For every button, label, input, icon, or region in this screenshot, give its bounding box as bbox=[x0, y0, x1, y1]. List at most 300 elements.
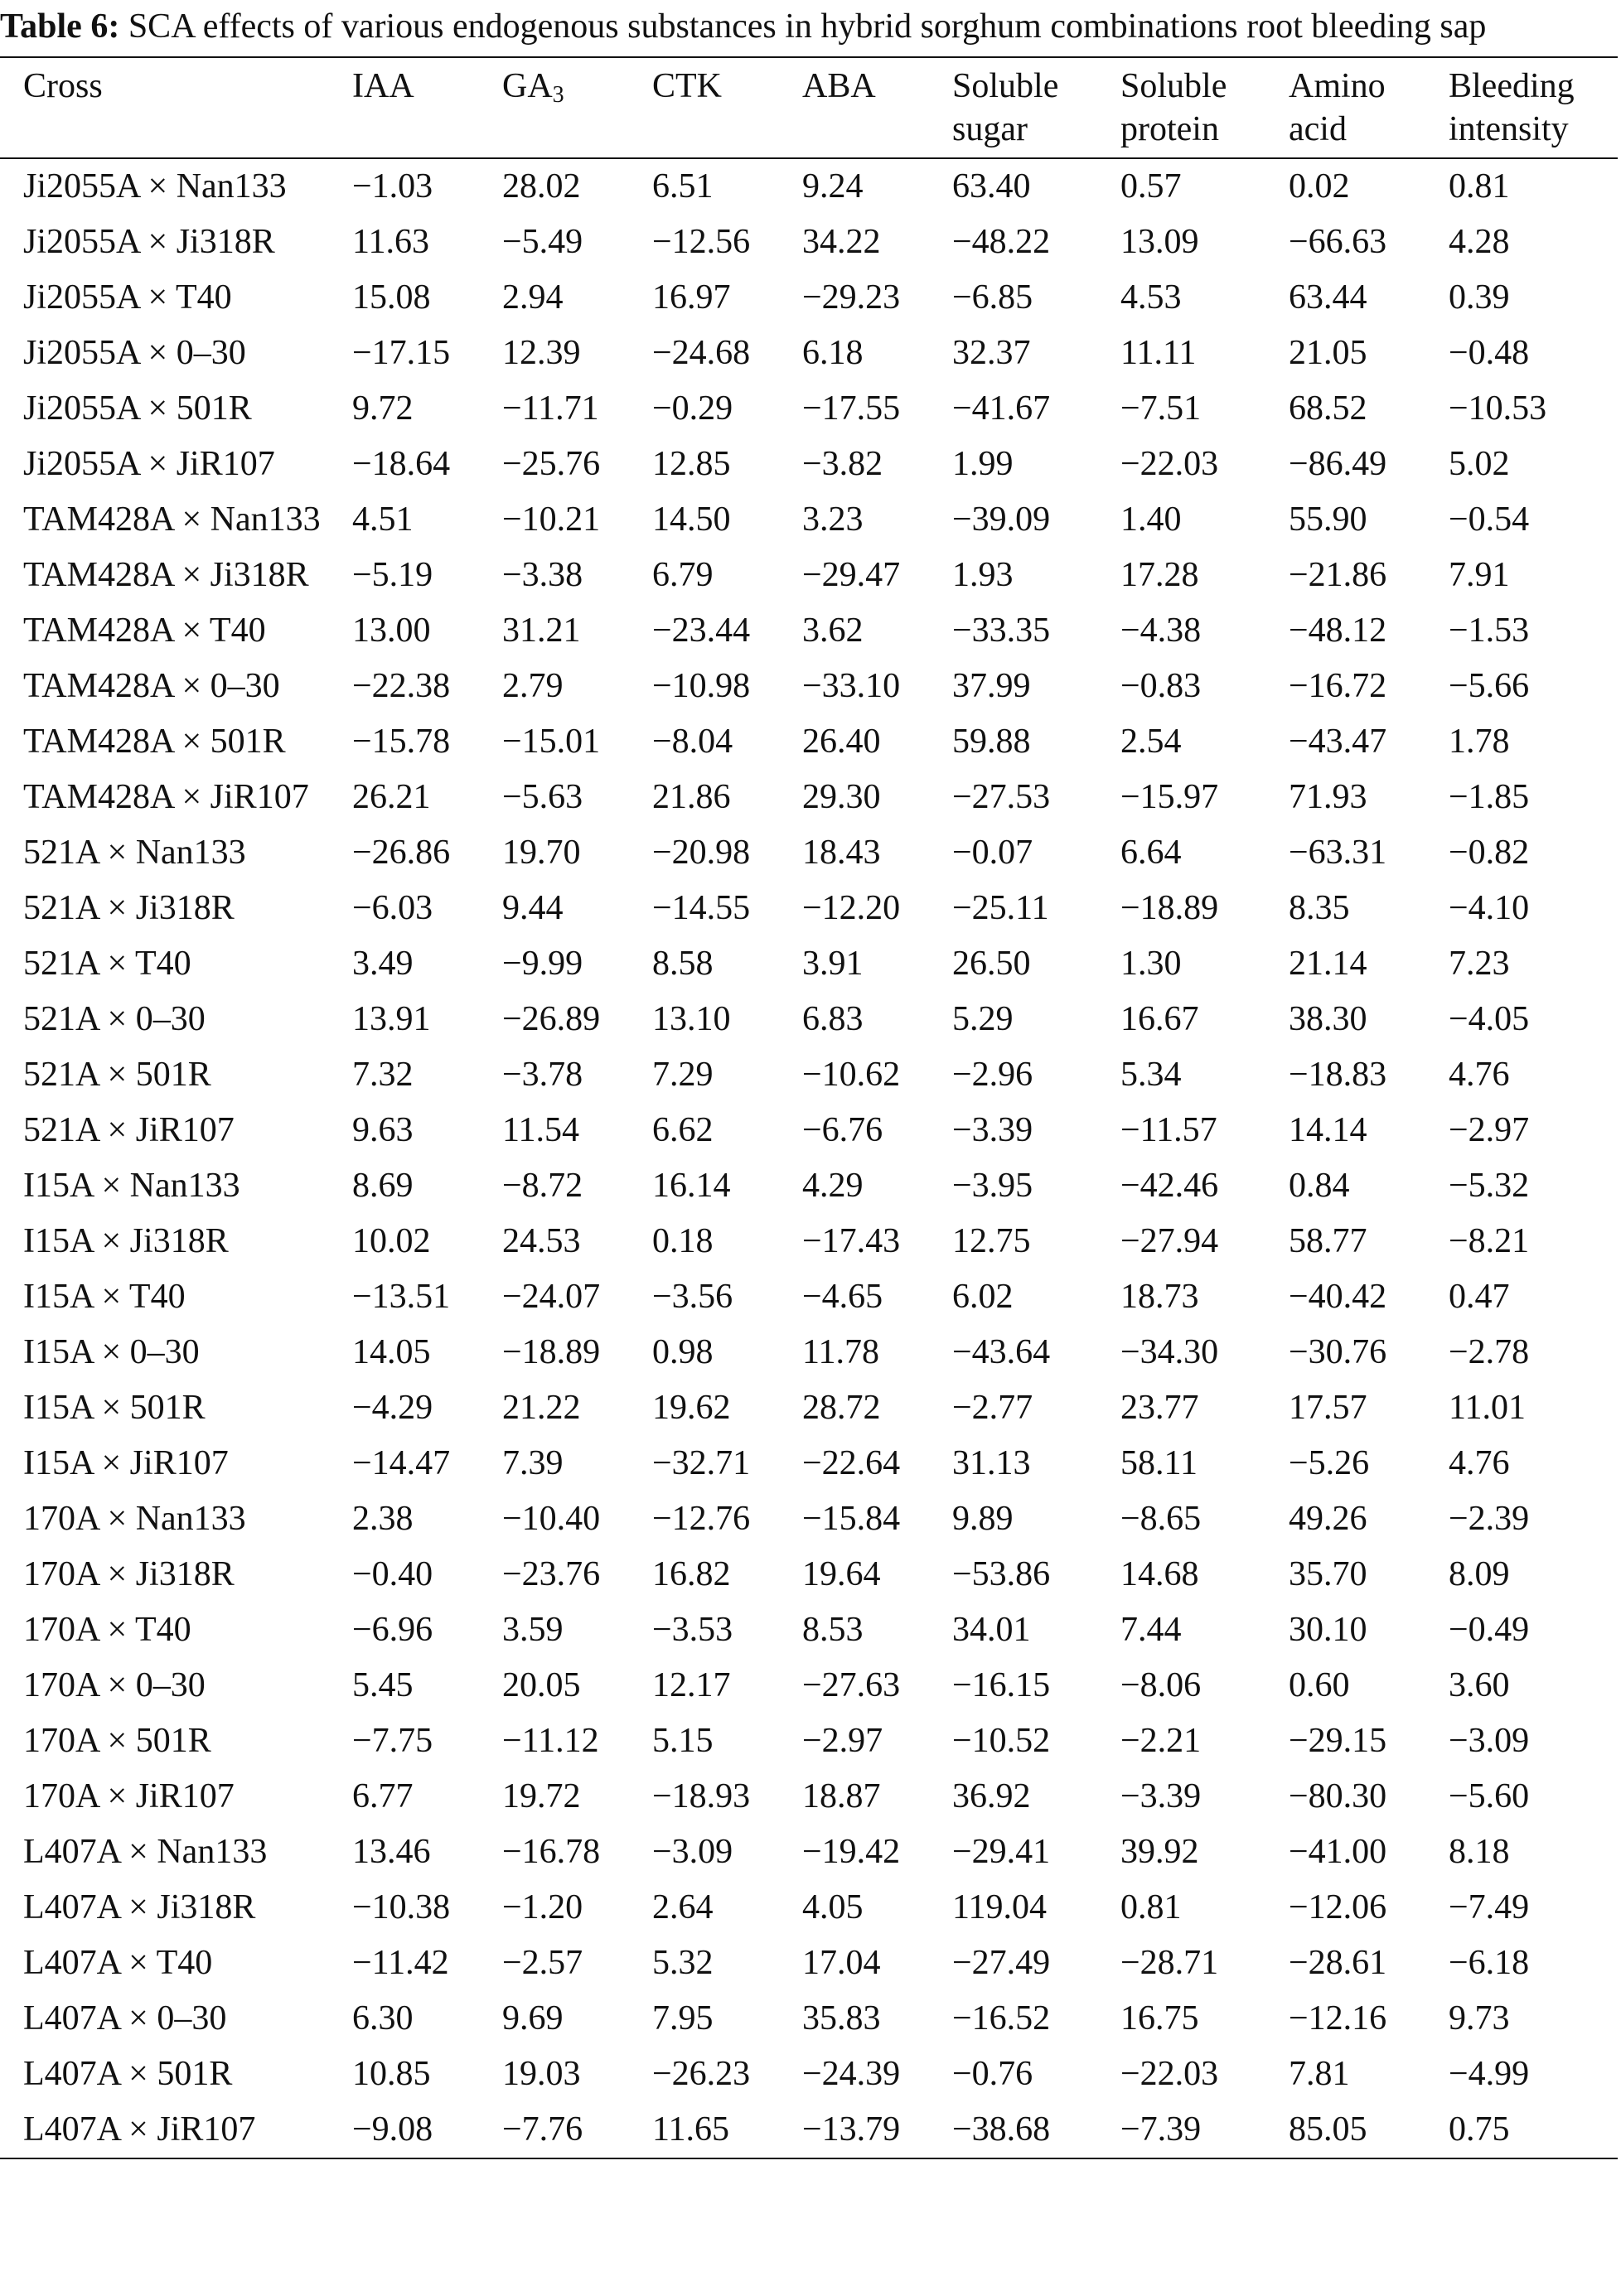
cell-soluble-protein: 11.11 bbox=[1120, 334, 1197, 372]
cell-cross: 521A × 0–30 bbox=[23, 1000, 206, 1038]
cell-cross: Ji2055A × JiR107 bbox=[23, 445, 275, 483]
cell-ga3: −23.76 bbox=[502, 1555, 601, 1593]
cell-amino-acid: 35.70 bbox=[1289, 1555, 1367, 1593]
header-iaa-label: IAA bbox=[352, 67, 414, 105]
cell-cross: I15A × 501R bbox=[23, 1389, 206, 1427]
cell-cross: 521A × JiR107 bbox=[23, 1111, 235, 1149]
cell-ga3: 20.05 bbox=[502, 1666, 581, 1704]
cell-soluble-protein: −22.03 bbox=[1120, 445, 1219, 483]
cell-amino-acid: 55.90 bbox=[1289, 500, 1367, 539]
cell-amino-acid: 0.02 bbox=[1289, 167, 1350, 205]
cell-iaa: 13.91 bbox=[352, 1000, 431, 1038]
cell-aba: −22.64 bbox=[802, 1444, 901, 1482]
cell-ctk: −3.56 bbox=[652, 1278, 733, 1316]
cell-cross: TAM428A × Nan133 bbox=[23, 500, 321, 539]
cell-aba: 8.53 bbox=[802, 1611, 864, 1649]
cell-amino-acid: 14.14 bbox=[1289, 1111, 1367, 1149]
cell-amino-acid: −86.49 bbox=[1289, 445, 1387, 483]
cell-bleeding-intensity: −1.53 bbox=[1449, 611, 1530, 650]
cell-soluble-sugar: 119.04 bbox=[952, 1888, 1047, 1926]
cell-cross: TAM428A × 0–30 bbox=[23, 667, 280, 705]
header-amino-acid-line1: Amino bbox=[1289, 67, 1386, 105]
cell-bleeding-intensity: 3.60 bbox=[1449, 1666, 1510, 1704]
table-row bbox=[0, 1103, 1618, 1158]
table-row bbox=[0, 825, 1618, 881]
cell-ctk: 7.29 bbox=[652, 1056, 714, 1094]
cell-ga3: 2.79 bbox=[502, 667, 564, 705]
cell-cross: I15A × 0–30 bbox=[23, 1333, 200, 1371]
cell-iaa: 4.51 bbox=[352, 500, 414, 539]
cell-cross: I15A × JiR107 bbox=[23, 1444, 229, 1482]
header-ctk bbox=[629, 57, 779, 158]
cell-soluble-sugar: −16.15 bbox=[952, 1666, 1051, 1704]
cell-amino-acid: −66.63 bbox=[1289, 223, 1387, 261]
table-header bbox=[0, 57, 1618, 158]
cell-cross: I15A × Nan133 bbox=[23, 1167, 240, 1205]
cell-amino-acid: −30.76 bbox=[1289, 1333, 1387, 1371]
cell-bleeding-intensity: −4.10 bbox=[1449, 889, 1530, 927]
header-bleeding-intensity bbox=[1425, 57, 1618, 158]
cell-cross: TAM428A × T40 bbox=[23, 611, 266, 650]
table-row bbox=[0, 1269, 1618, 1325]
header-ctk-label: CTK bbox=[652, 67, 722, 105]
cell-soluble-sugar: −39.09 bbox=[952, 500, 1051, 539]
cell-aba: 3.23 bbox=[802, 500, 864, 539]
cell-bleeding-intensity: 7.91 bbox=[1449, 556, 1510, 594]
cell-ga3: −24.07 bbox=[502, 1278, 601, 1316]
cell-ctk: −32.71 bbox=[652, 1444, 751, 1482]
table-row bbox=[0, 1880, 1618, 1936]
header-soluble-protein bbox=[1097, 57, 1265, 158]
cell-bleeding-intensity: 8.09 bbox=[1449, 1555, 1510, 1593]
table-row bbox=[0, 492, 1618, 548]
cell-ga3: 9.69 bbox=[502, 1999, 564, 2037]
table-caption-label: Table 6: bbox=[0, 7, 120, 46]
cell-bleeding-intensity: 0.81 bbox=[1449, 167, 1510, 205]
cell-ctk: 16.14 bbox=[652, 1167, 731, 1205]
cell-ctk: −12.76 bbox=[652, 1500, 751, 1538]
cell-aba: −27.63 bbox=[802, 1666, 901, 1704]
cell-aba: 4.05 bbox=[802, 1888, 864, 1926]
cell-ctk: 0.18 bbox=[652, 1222, 714, 1260]
cell-ga3: 12.39 bbox=[502, 334, 581, 372]
cell-ga3: 24.53 bbox=[502, 1222, 581, 1260]
cell-soluble-protein: −34.30 bbox=[1120, 1333, 1219, 1371]
cell-soluble-sugar: 31.13 bbox=[952, 1444, 1031, 1482]
table-row bbox=[0, 881, 1618, 936]
cell-ga3: −3.78 bbox=[502, 1056, 583, 1094]
cell-aba: 11.78 bbox=[802, 1333, 879, 1371]
cell-amino-acid: 0.84 bbox=[1289, 1167, 1350, 1205]
header-iaa bbox=[329, 57, 479, 158]
cell-soluble-protein: 18.73 bbox=[1120, 1278, 1199, 1316]
cell-soluble-sugar: −2.77 bbox=[952, 1389, 1033, 1427]
cell-ga3: −3.38 bbox=[502, 556, 583, 594]
cell-soluble-sugar: −3.39 bbox=[952, 1111, 1033, 1149]
table-row bbox=[0, 381, 1618, 437]
cell-bleeding-intensity: −3.09 bbox=[1449, 1722, 1530, 1760]
cell-aba: −2.97 bbox=[802, 1722, 883, 1760]
cell-ctk: 6.79 bbox=[652, 556, 714, 594]
table-row bbox=[0, 158, 1618, 215]
cell-aba: 26.40 bbox=[802, 723, 881, 761]
cell-bleeding-intensity: 0.39 bbox=[1449, 278, 1510, 317]
cell-cross: 521A × Ji318R bbox=[23, 889, 235, 927]
cell-cross: L407A × T40 bbox=[23, 1944, 213, 1982]
cell-bleeding-intensity: 9.73 bbox=[1449, 1999, 1510, 2037]
table-row bbox=[0, 437, 1618, 492]
cell-iaa: 13.46 bbox=[352, 1833, 431, 1871]
cell-soluble-protein: 4.53 bbox=[1120, 278, 1182, 317]
cell-cross: L407A × Ji318R bbox=[23, 1888, 256, 1926]
table-row bbox=[0, 326, 1618, 381]
cell-bleeding-intensity: 4.28 bbox=[1449, 223, 1510, 261]
cell-soluble-sugar: −33.35 bbox=[952, 611, 1051, 650]
table-row bbox=[0, 1991, 1618, 2047]
cell-ga3: −5.63 bbox=[502, 778, 583, 816]
table-row bbox=[0, 1547, 1618, 1602]
table-row bbox=[0, 1047, 1618, 1103]
cell-amino-acid: −29.15 bbox=[1289, 1722, 1387, 1760]
cell-aba: −15.84 bbox=[802, 1500, 901, 1538]
table-row bbox=[0, 936, 1618, 992]
cell-aba: −6.76 bbox=[802, 1111, 883, 1149]
cell-iaa: 7.32 bbox=[352, 1056, 414, 1094]
cell-amino-acid: 38.30 bbox=[1289, 1000, 1367, 1038]
cell-ga3: −16.78 bbox=[502, 1833, 601, 1871]
cell-ctk: 6.62 bbox=[652, 1111, 714, 1149]
table-row bbox=[0, 1936, 1618, 1991]
cell-aba: −29.47 bbox=[802, 556, 901, 594]
cell-ga3: −1.20 bbox=[502, 1888, 583, 1926]
cell-soluble-protein: 5.34 bbox=[1120, 1056, 1182, 1094]
cell-iaa: 2.38 bbox=[352, 1500, 414, 1538]
cell-soluble-protein: −8.06 bbox=[1120, 1666, 1202, 1704]
cell-soluble-protein: 17.28 bbox=[1120, 556, 1199, 594]
cell-aba: 19.64 bbox=[802, 1555, 881, 1593]
cell-ga3: 28.02 bbox=[502, 167, 581, 205]
cell-iaa: 6.30 bbox=[352, 1999, 414, 2037]
cell-aba: 18.43 bbox=[802, 834, 881, 872]
cell-iaa: 9.63 bbox=[352, 1111, 414, 1149]
cell-ga3: 21.22 bbox=[502, 1389, 581, 1427]
cell-soluble-protein: 1.30 bbox=[1120, 945, 1182, 983]
cell-ctk: 5.32 bbox=[652, 1944, 714, 1982]
cell-ga3: −18.89 bbox=[502, 1333, 601, 1371]
cell-ga3: −7.76 bbox=[502, 2110, 583, 2149]
cell-aba: −33.10 bbox=[802, 667, 901, 705]
cell-ctk: −24.68 bbox=[652, 334, 751, 372]
cell-amino-acid: −80.30 bbox=[1289, 1777, 1387, 1815]
cell-aba: −12.20 bbox=[802, 889, 901, 927]
cell-soluble-protein: 58.11 bbox=[1120, 1444, 1198, 1482]
cell-ga3: 19.70 bbox=[502, 834, 581, 872]
cell-ga3: −9.99 bbox=[502, 945, 583, 983]
cell-soluble-protein: −7.51 bbox=[1120, 389, 1202, 428]
header-amino-acid bbox=[1265, 57, 1425, 158]
cell-bleeding-intensity: 0.75 bbox=[1449, 2110, 1510, 2149]
cell-cross: Ji2055A × Ji318R bbox=[23, 223, 275, 261]
table-row bbox=[0, 1491, 1618, 1547]
cell-ctk: 6.51 bbox=[652, 167, 714, 205]
cell-soluble-protein: −15.97 bbox=[1120, 778, 1219, 816]
cell-iaa: 10.02 bbox=[352, 1222, 431, 1260]
cell-iaa: −6.03 bbox=[352, 889, 433, 927]
cell-cross: Ji2055A × 0–30 bbox=[23, 334, 246, 372]
cell-ctk: 16.82 bbox=[652, 1555, 731, 1593]
cell-amino-acid: 0.60 bbox=[1289, 1666, 1350, 1704]
cell-cross: 170A × 501R bbox=[23, 1722, 211, 1760]
cell-ctk: 19.62 bbox=[652, 1389, 731, 1427]
cell-cross: Ji2055A × Nan133 bbox=[23, 167, 287, 205]
header-amino-acid-line2: acid bbox=[1289, 110, 1347, 148]
cell-soluble-protein: −18.89 bbox=[1120, 889, 1219, 927]
cell-soluble-sugar: 6.02 bbox=[952, 1278, 1014, 1316]
cell-cross: TAM428A × 501R bbox=[23, 723, 286, 761]
cell-iaa: 14.05 bbox=[352, 1333, 431, 1371]
cell-ga3: −2.57 bbox=[502, 1944, 583, 1982]
cell-bleeding-intensity: 4.76 bbox=[1449, 1444, 1510, 1482]
cell-soluble-sugar: 34.01 bbox=[952, 1611, 1031, 1649]
cell-iaa: 6.77 bbox=[352, 1777, 414, 1815]
cell-amino-acid: −28.61 bbox=[1289, 1944, 1387, 1982]
cell-bleeding-intensity: 0.47 bbox=[1449, 1278, 1510, 1316]
cell-ga3: −5.49 bbox=[502, 223, 583, 261]
cell-cross: 170A × JiR107 bbox=[23, 1777, 235, 1815]
cell-amino-acid: −63.31 bbox=[1289, 834, 1387, 872]
cell-ga3: −8.72 bbox=[502, 1167, 583, 1205]
cell-soluble-protein: 14.68 bbox=[1120, 1555, 1199, 1593]
cell-aba: −13.79 bbox=[802, 2110, 901, 2149]
cell-ctk: −26.23 bbox=[652, 2055, 751, 2093]
cell-iaa: −11.42 bbox=[352, 1944, 449, 1982]
cell-ga3: −11.71 bbox=[502, 389, 599, 428]
cell-ga3: 19.72 bbox=[502, 1777, 581, 1815]
cell-amino-acid: 7.81 bbox=[1289, 2055, 1350, 2093]
cell-ga3: −25.76 bbox=[502, 445, 601, 483]
cell-soluble-protein: 7.44 bbox=[1120, 1611, 1182, 1649]
cell-ctk: −18.93 bbox=[652, 1777, 751, 1815]
cell-soluble-sugar: 5.29 bbox=[952, 1000, 1014, 1038]
cell-amino-acid: 21.05 bbox=[1289, 334, 1367, 372]
cell-iaa: −4.29 bbox=[352, 1389, 433, 1427]
cell-bleeding-intensity: −2.78 bbox=[1449, 1333, 1530, 1371]
cell-ga3: 3.59 bbox=[502, 1611, 564, 1649]
cell-soluble-protein: 0.57 bbox=[1120, 167, 1182, 205]
table-row bbox=[0, 1158, 1618, 1214]
table-row bbox=[0, 2102, 1618, 2158]
cell-soluble-protein: 23.77 bbox=[1120, 1389, 1199, 1427]
cell-amino-acid: 49.26 bbox=[1289, 1500, 1367, 1538]
header-bleeding-intensity-line1: Bleeding bbox=[1449, 67, 1575, 105]
cell-ctk: −12.56 bbox=[652, 223, 751, 261]
cell-amino-acid: −12.06 bbox=[1289, 1888, 1387, 1926]
header-cross-label: Cross bbox=[23, 67, 103, 105]
cell-ctk: 8.58 bbox=[652, 945, 714, 983]
cell-cross: 521A × T40 bbox=[23, 945, 191, 983]
cell-iaa: 8.69 bbox=[352, 1167, 414, 1205]
cell-soluble-protein: 1.40 bbox=[1120, 500, 1182, 539]
cell-iaa: −1.03 bbox=[352, 167, 433, 205]
table-row bbox=[0, 215, 1618, 270]
cell-cross: 170A × T40 bbox=[23, 1611, 191, 1649]
cell-cross: L407A × 0–30 bbox=[23, 1999, 227, 2037]
cell-cross: TAM428A × Ji318R bbox=[23, 556, 309, 594]
cell-aba: −24.39 bbox=[802, 2055, 901, 2093]
cell-amino-acid: −40.42 bbox=[1289, 1278, 1387, 1316]
cell-ctk: −0.29 bbox=[652, 389, 733, 428]
cell-amino-acid: 30.10 bbox=[1289, 1611, 1367, 1649]
cell-soluble-sugar: −2.96 bbox=[952, 1056, 1033, 1094]
cell-iaa: 11.63 bbox=[352, 223, 429, 261]
cell-ctk: 16.97 bbox=[652, 278, 731, 317]
cell-iaa: 9.72 bbox=[352, 389, 414, 428]
cell-soluble-protein: −22.03 bbox=[1120, 2055, 1219, 2093]
cell-aba: −10.62 bbox=[802, 1056, 901, 1094]
cell-soluble-sugar: 59.88 bbox=[952, 723, 1031, 761]
table-row bbox=[0, 1214, 1618, 1269]
cell-aba: 3.91 bbox=[802, 945, 864, 983]
cell-soluble-sugar: −27.53 bbox=[952, 778, 1051, 816]
cell-aba: −4.65 bbox=[802, 1278, 883, 1316]
cell-ga3: −11.12 bbox=[502, 1722, 599, 1760]
cell-iaa: 26.21 bbox=[352, 778, 431, 816]
cell-ctk: 21.86 bbox=[652, 778, 731, 816]
cell-ga3: −10.21 bbox=[502, 500, 601, 539]
cell-bleeding-intensity: 7.23 bbox=[1449, 945, 1510, 983]
cell-amino-acid: 63.44 bbox=[1289, 278, 1367, 317]
cell-ctk: 5.15 bbox=[652, 1722, 714, 1760]
cell-cross: 521A × 501R bbox=[23, 1056, 211, 1094]
cell-ctk: 0.98 bbox=[652, 1333, 714, 1371]
cell-bleeding-intensity: −0.48 bbox=[1449, 334, 1530, 372]
cell-amino-acid: −41.00 bbox=[1289, 1833, 1387, 1871]
cell-iaa: 13.00 bbox=[352, 611, 431, 650]
cell-soluble-protein: −0.83 bbox=[1120, 667, 1202, 705]
cell-ga3: 9.44 bbox=[502, 889, 564, 927]
cell-iaa: 3.49 bbox=[352, 945, 414, 983]
header-soluble-sugar bbox=[929, 57, 1097, 158]
data-table-container bbox=[0, 56, 1621, 2159]
cell-soluble-sugar: −29.41 bbox=[952, 1833, 1051, 1871]
cell-aba: 34.22 bbox=[802, 223, 881, 261]
cell-soluble-sugar: 12.75 bbox=[952, 1222, 1031, 1260]
header-cross bbox=[0, 57, 329, 158]
cell-bleeding-intensity: −4.05 bbox=[1449, 1000, 1530, 1038]
cell-cross: I15A × T40 bbox=[23, 1278, 186, 1316]
cell-ctk: 14.50 bbox=[652, 500, 731, 539]
cell-ctk: −8.04 bbox=[652, 723, 733, 761]
cell-amino-acid: 8.35 bbox=[1289, 889, 1350, 927]
cell-bleeding-intensity: −6.18 bbox=[1449, 1944, 1530, 1982]
table-row bbox=[0, 1436, 1618, 1491]
cell-aba: −3.82 bbox=[802, 445, 883, 483]
cell-bleeding-intensity: 8.18 bbox=[1449, 1833, 1510, 1871]
cell-amino-acid: −18.83 bbox=[1289, 1056, 1387, 1094]
cell-soluble-sugar: 1.99 bbox=[952, 445, 1014, 483]
cell-soluble-sugar: −0.76 bbox=[952, 2055, 1033, 2093]
cell-amino-acid: −48.12 bbox=[1289, 611, 1387, 650]
cell-soluble-sugar: −0.07 bbox=[952, 834, 1033, 872]
sca-effects-table bbox=[0, 56, 1618, 2159]
cell-soluble-sugar: 32.37 bbox=[952, 334, 1031, 372]
cell-bleeding-intensity: 11.01 bbox=[1449, 1389, 1526, 1427]
cell-soluble-protein: −8.65 bbox=[1120, 1500, 1202, 1538]
cell-cross: L407A × Nan133 bbox=[23, 1833, 268, 1871]
cell-cross: 170A × Ji318R bbox=[23, 1555, 235, 1593]
cell-amino-acid: −12.16 bbox=[1289, 1999, 1387, 2037]
cell-iaa: 5.45 bbox=[352, 1666, 414, 1704]
table-row bbox=[0, 548, 1618, 603]
header-ga3-label: GA bbox=[502, 67, 553, 105]
cell-aba: −17.55 bbox=[802, 389, 901, 428]
cell-bleeding-intensity: −7.49 bbox=[1449, 1888, 1530, 1926]
cell-aba: 6.18 bbox=[802, 334, 864, 372]
cell-cross: Ji2055A × T40 bbox=[23, 278, 232, 317]
table-row bbox=[0, 992, 1618, 1047]
cell-bleeding-intensity: −5.60 bbox=[1449, 1777, 1530, 1815]
cell-soluble-protein: −28.71 bbox=[1120, 1944, 1219, 1982]
cell-iaa: −26.86 bbox=[352, 834, 451, 872]
cell-amino-acid: −16.72 bbox=[1289, 667, 1387, 705]
cell-iaa: −13.51 bbox=[352, 1278, 451, 1316]
cell-soluble-sugar: −3.95 bbox=[952, 1167, 1033, 1205]
table-row bbox=[0, 1825, 1618, 1880]
cell-iaa: −17.15 bbox=[352, 334, 451, 372]
cell-ctk: −23.44 bbox=[652, 611, 751, 650]
cell-iaa: −15.78 bbox=[352, 723, 451, 761]
cell-soluble-sugar: −38.68 bbox=[952, 2110, 1051, 2149]
cell-ga3: 19.03 bbox=[502, 2055, 581, 2093]
cell-amino-acid: −21.86 bbox=[1289, 556, 1387, 594]
cell-bleeding-intensity: 4.76 bbox=[1449, 1056, 1510, 1094]
table-row bbox=[0, 659, 1618, 714]
table-row bbox=[0, 603, 1618, 659]
cell-iaa: 15.08 bbox=[352, 278, 431, 317]
cell-ctk: 11.65 bbox=[652, 2110, 729, 2149]
header-ga3-subscript: 3 bbox=[552, 82, 564, 108]
cell-bleeding-intensity: 1.78 bbox=[1449, 723, 1510, 761]
header-soluble-sugar-line2: sugar bbox=[952, 110, 1028, 148]
cell-bleeding-intensity: −0.49 bbox=[1449, 1611, 1530, 1649]
cell-ctk: 12.17 bbox=[652, 1666, 731, 1704]
cell-ga3: −26.89 bbox=[502, 1000, 601, 1038]
table-row bbox=[0, 714, 1618, 770]
cell-soluble-protein: −2.21 bbox=[1120, 1722, 1202, 1760]
cell-iaa: −0.40 bbox=[352, 1555, 433, 1593]
cell-soluble-protein: −27.94 bbox=[1120, 1222, 1219, 1260]
header-soluble-protein-line1: Soluble bbox=[1120, 67, 1227, 105]
cell-ctk: 7.95 bbox=[652, 1999, 714, 2037]
cell-soluble-sugar: −10.52 bbox=[952, 1722, 1051, 1760]
table-row bbox=[0, 1325, 1618, 1380]
cell-soluble-sugar: 26.50 bbox=[952, 945, 1031, 983]
header-ga3 bbox=[479, 57, 629, 158]
cell-aba: 29.30 bbox=[802, 778, 881, 816]
cell-bleeding-intensity: −5.66 bbox=[1449, 667, 1530, 705]
cell-bleeding-intensity: −5.32 bbox=[1449, 1167, 1530, 1205]
table-row bbox=[0, 1658, 1618, 1714]
cell-soluble-sugar: −48.22 bbox=[952, 223, 1051, 261]
cell-aba: 9.24 bbox=[802, 167, 864, 205]
cell-aba: 35.83 bbox=[802, 1999, 881, 2037]
cell-soluble-protein: −3.39 bbox=[1120, 1777, 1202, 1815]
cell-bleeding-intensity: −8.21 bbox=[1449, 1222, 1530, 1260]
table-caption-text: SCA effects of various endogenous substances in hybrid sorghum combinations root bleeding sap bbox=[128, 7, 1487, 46]
cell-soluble-sugar: 1.93 bbox=[952, 556, 1014, 594]
cell-soluble-sugar: 36.92 bbox=[952, 1777, 1031, 1815]
cell-cross: 170A × 0–30 bbox=[23, 1666, 206, 1704]
